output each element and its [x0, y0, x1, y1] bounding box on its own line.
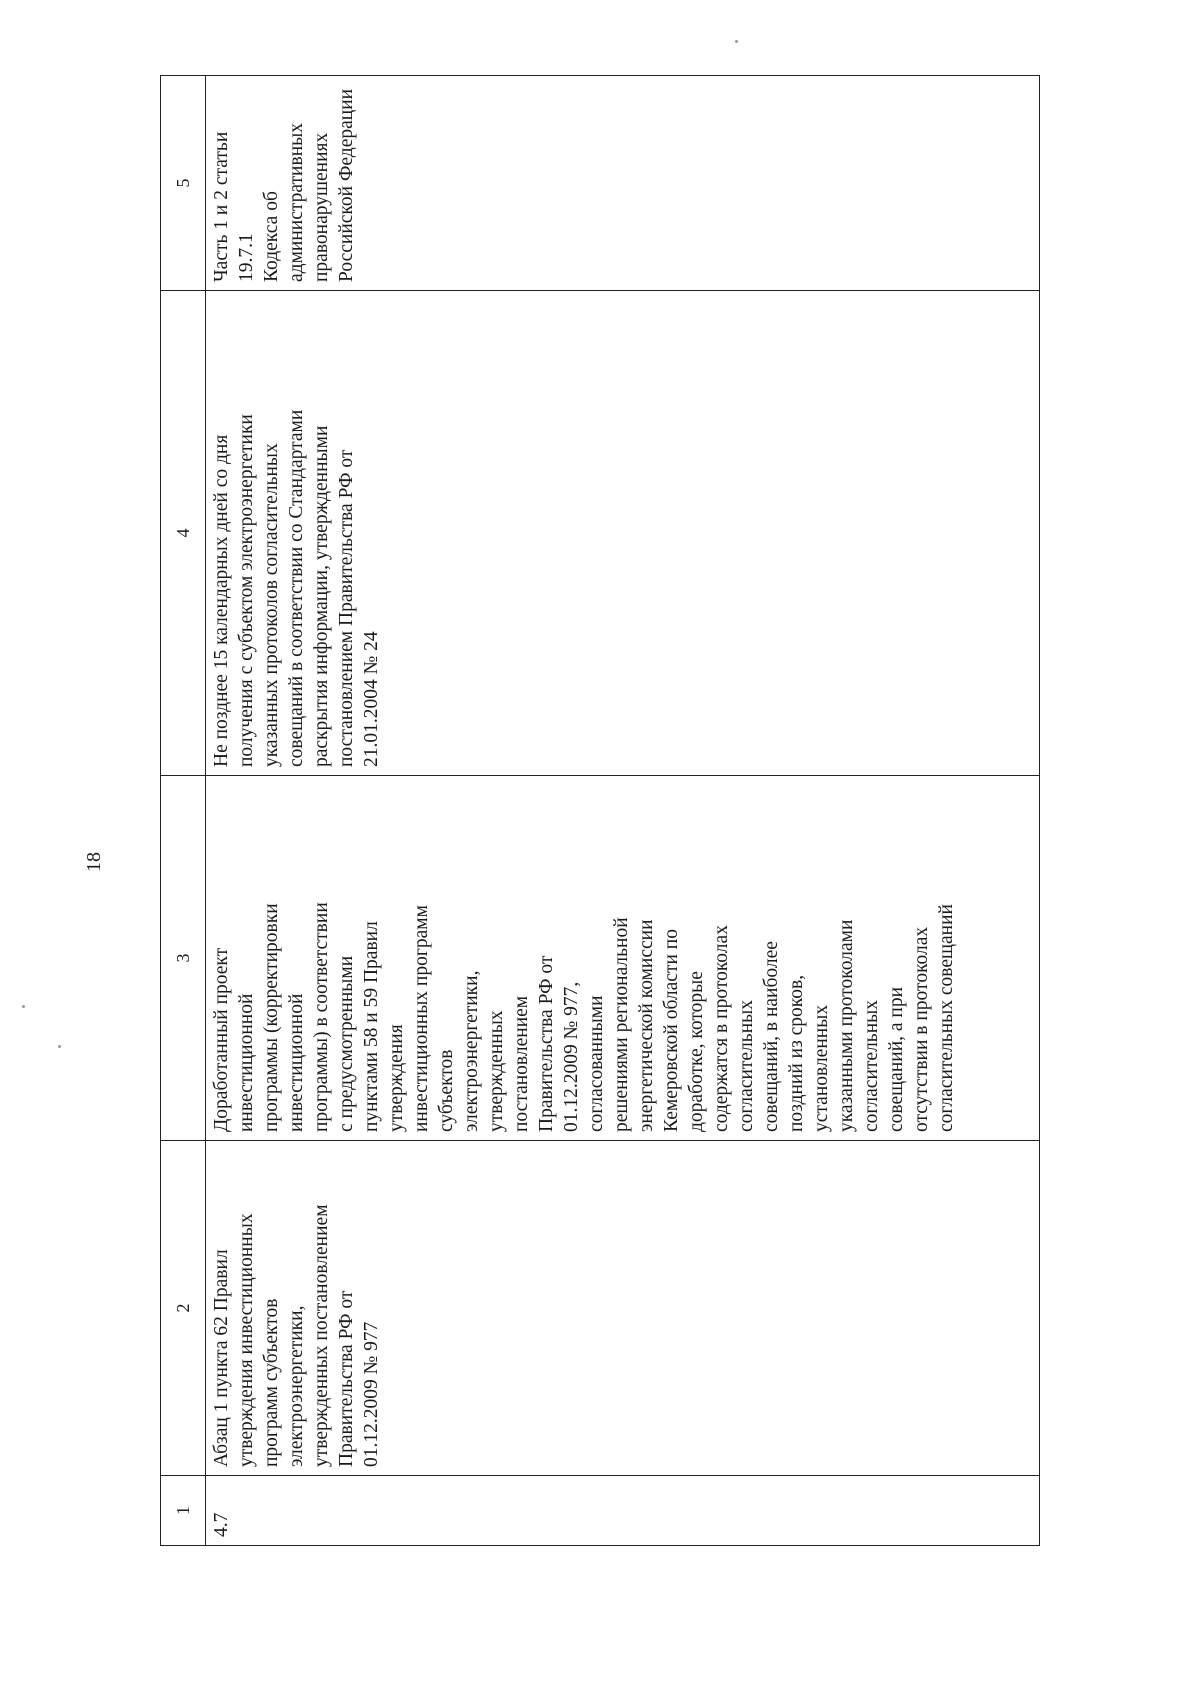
- column-header-5: 5: [161, 76, 206, 291]
- regulation-table: [160, 75, 1040, 1546]
- deadline-cell: Не позднее 15 календарных дней со дня получения с субъектом электроэнергетики указанных протоколов согласительных совещаний в соответствии со Стандартами раскрытия информации, утвержденными постановлением Правительства РФ от 21.01.2004 № 24: [206, 291, 1040, 776]
- scan-speck: [22, 1005, 25, 1008]
- legal-basis-cell: Абзац 1 пункта 62 Правил утверждения инвестиционных программ субъектов электроэнергетики, утвержденных постановлением Правительства РФ от 01.12.2009 № 977: [206, 1141, 1040, 1476]
- rotated-table-container: [160, 76, 1040, 1546]
- rotated-table-frame: [160, 76, 1040, 1546]
- document-cell: Доработанный проект инвестиционной программы (корректировки инвестиционной программы) в соответствии с предусмотренными пунктами 58 и 59 Правил утверждения инвестиционных программ субъектов электроэнергетики, утвержденных постановлением Правительства РФ от 01.12.2009 № 977, согласованными решениями региональной энергетической комиссии Кемеровской области по доработке, которые содержатся в протоколах согласительных совещаний, в наиболее поздний из сроков, установленных указанными протоколами согласительных совещаний, а при отсутствии в протоколах согласительных совещаний: [206, 776, 1040, 1141]
- table-header-row: [161, 76, 206, 1546]
- column-header-2: 2: [161, 1141, 206, 1476]
- column-header-3: 3: [161, 776, 206, 1141]
- page-number: 18: [83, 852, 105, 872]
- scan-speck: [58, 1045, 61, 1048]
- column-header-4: 4: [161, 291, 206, 776]
- column-header-1: 1: [161, 1476, 206, 1546]
- row-number-cell: 4.7: [206, 1476, 1040, 1546]
- liability-cell: Часть 1 и 2 статьи 19.7.1 Кодекса об административных правонарушениях Российской Федерации: [206, 76, 1040, 291]
- table-row: [206, 76, 1040, 1546]
- scan-speck: [735, 40, 738, 43]
